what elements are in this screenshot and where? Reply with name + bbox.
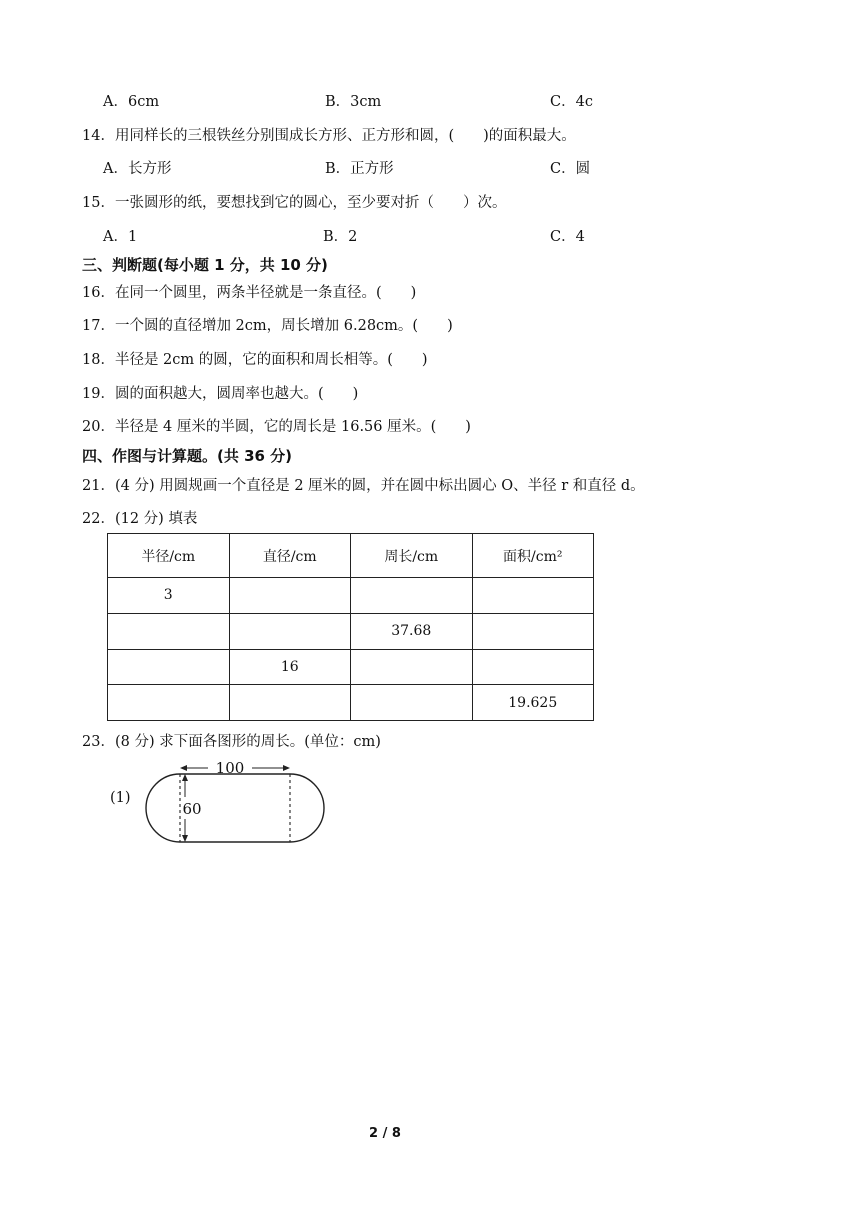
q14-stem: 14．用同样长的三根铁丝分别围成长方形、正方形和圆，( )的面积最大。 — [82, 128, 576, 144]
table-header-row — [108, 534, 594, 578]
table-cell — [351, 685, 473, 721]
table-row — [108, 578, 594, 614]
q23: 23．(8 分) 求下面各图形的周长。(单位：cm) — [82, 734, 381, 750]
q18: 18．半径是 2cm 的圆，它的面积和周长相等。( ) — [82, 352, 428, 368]
table-row — [108, 649, 594, 685]
table-cell: 19.625 — [472, 685, 594, 721]
table-cell — [472, 578, 594, 614]
q13-option-c: C．4c — [550, 94, 593, 110]
page-number: 2 / 8 — [369, 1126, 401, 1141]
table-cell — [351, 578, 473, 614]
table-cell: 37.68 — [351, 613, 473, 649]
stadium-figure — [140, 755, 340, 855]
fill-in-table — [107, 533, 594, 721]
table-cell — [229, 685, 351, 721]
q13-option-b: B．3cm — [325, 94, 382, 110]
q13-option-a: A．6cm — [103, 94, 160, 110]
section3-title: 三、判断题(每小题 1 分，共 10 分) — [82, 256, 328, 274]
q15-option-a: A．1 — [103, 229, 138, 245]
figure-label: (1) — [110, 790, 131, 806]
table-cell — [351, 649, 473, 685]
table-header-area: 面积/cm² — [472, 534, 594, 578]
table-cell — [108, 613, 230, 649]
q14-option-c: C．圆 — [550, 161, 591, 177]
table-cell — [108, 649, 230, 685]
table-cell — [472, 613, 594, 649]
q19: 19．圆的面积越大，圆周率也越大。( ) — [82, 386, 359, 402]
table-row — [108, 685, 594, 721]
q14-option-b: B．正方形 — [325, 161, 394, 177]
q22: 22．(12 分) 填表 — [82, 511, 198, 527]
table-cell — [472, 649, 594, 685]
table-cell — [229, 578, 351, 614]
q17: 17．一个圆的直径增加 2cm，周长增加 6.28cm。( ) — [82, 318, 453, 334]
table-cell — [229, 613, 351, 649]
q20: 20．半径是 4 厘米的半圆，它的周长是 16.56 厘米。( ) — [82, 419, 471, 435]
q21: 21．(4 分) 用圆规画一个直径是 2 厘米的圆，并在圆中标出圆心 O、半径 r 和直径 d。 — [82, 478, 645, 494]
section4-title: 四、作图与计算题。(共 36 分) — [82, 447, 293, 465]
table-cell — [108, 685, 230, 721]
q15-option-c: C．4 — [550, 229, 585, 245]
height-label: 60 — [182, 800, 202, 818]
arrow-right-icon — [283, 765, 290, 771]
stadium-outline — [146, 774, 324, 842]
table-cell: 3 — [108, 578, 230, 614]
arrow-up-icon — [182, 774, 188, 781]
table-cell: 16 — [229, 649, 351, 685]
q14-option-a: A．长方形 — [103, 161, 172, 177]
table-header-diameter: 直径/cm — [229, 534, 351, 578]
length-label: 100 — [215, 759, 245, 777]
arrow-left-icon — [180, 765, 187, 771]
q15-stem: 15．一张圆形的纸，要想找到它的圆心，至少要对折（ ）次。 — [82, 195, 507, 211]
arrow-down-icon — [182, 835, 188, 842]
table-header-circumference: 周长/cm — [351, 534, 473, 578]
q16: 16．在同一个圆里，两条半径就是一条直径。( ) — [82, 285, 417, 301]
q15-option-b: B．2 — [323, 229, 358, 245]
table-row — [108, 613, 594, 649]
table-header-radius: 半径/cm — [108, 534, 230, 578]
